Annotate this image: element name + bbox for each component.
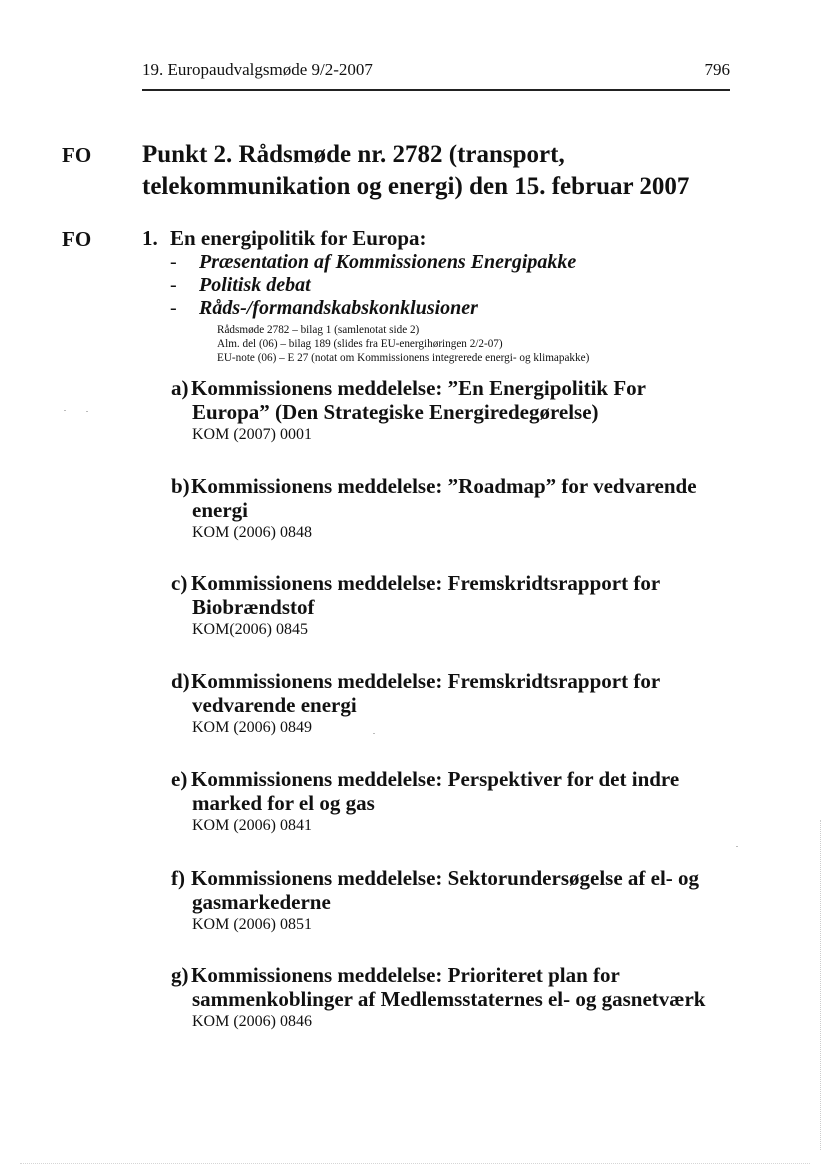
scan-speck [86,411,88,412]
subitem-reference: KOM (2006) 0849 [192,719,312,736]
subitem-reference: KOM (2006) 0846 [192,1013,312,1030]
note-line: EU-note (06) – E 27 (notat om Kommissionens integrerede energi- og klimapakke) [217,352,590,364]
scan-speck [64,410,66,411]
subitem-c [171,571,741,641]
reference-notes [217,323,589,365]
subitem-title-line-2: marked for el og gas [192,791,375,815]
bullet-dash: - [170,251,177,273]
subitem-label: e) [171,767,188,791]
bullet-dash: - [170,274,177,296]
subitem-title-line-1: Kommissionens meddelelse: Prioriteret plan for [191,963,620,987]
bullet-text: Råds-/formandskabskonklusioner [199,297,478,319]
bullet-text: Politisk debat [199,274,311,296]
subitem-label: a) [171,376,189,400]
subitem-reference: KOM (2006) 0841 [192,817,312,834]
header-rule [142,89,730,91]
subitem-title-line-2: gasmarkederne [192,890,331,914]
note-line: Rådsmøde 2782 – bilag 1 (samlenotat side 2) [217,324,420,336]
subitem-label: c) [171,571,188,595]
page-number: 796 [704,60,730,79]
subitem-title-line-1: Kommissionens meddelelse: ”Roadmap” for vedvarende [191,474,697,498]
subitem-reference: KOM(2006) 0845 [192,621,308,638]
subitem-reference: KOM (2006) 0851 [192,916,312,933]
subitem-f [171,866,741,936]
scan-speck [373,733,375,734]
subitem-title-line-2: sammenkoblinger af Medlemsstaternes el- og gasnetværk [192,987,706,1011]
scan-speck [736,846,738,847]
subitem-title-line-2: vedvarende energi [192,693,357,717]
item-number: 1. [142,226,158,250]
bullet-text: Præsentation af Kommissionens Energipakke [199,251,577,273]
subitem-label: f) [171,866,185,890]
note-line: Alm. del (06) – bilag 189 (slides fra EU-energihøringen 2/2-07) [217,338,503,350]
subitem-title-line-1: Kommissionens meddelelse: Fremskridtsrapport for [191,571,661,595]
margin-label-heading: FO [62,143,92,167]
subitem-title-line-2: Europa” (Den Strategiske Energiredegørelse) [192,400,599,424]
subitem-title-line-2: energi [192,498,248,522]
subitem-title-line-1: Kommissionens meddelelse: ”En Energipolitik For [191,376,647,400]
subitem-label: d) [171,669,190,693]
subitem-title-line-1: Kommissionens meddelelse: Perspektiver for det indre [191,767,680,791]
scan-edge-bottom [20,1162,810,1164]
scan-edge-right [819,820,821,1150]
agenda-item-1 [142,226,427,251]
section-heading [142,139,742,203]
heading-line-1: Punkt 2. Rådsmøde nr. 2782 (transport, [142,141,565,168]
subitem-g [171,963,741,1033]
subitem-b [171,474,741,544]
item-title: En energipolitik for Europa: [170,226,427,250]
bullet-dash: - [170,297,177,319]
subitem-title-line-1: Kommissionens meddelelse: Sektorundersøgelse af el- og [191,866,700,890]
subitem-reference: KOM (2006) 0848 [192,524,312,541]
subitem-e [171,767,741,837]
subitem-label: b) [171,474,190,498]
subitem-title-line-1: Kommissionens meddelelse: Fremskridtsrapport for [191,669,661,693]
heading-line-2: telekommunikation og energi) den 15. februar 2007 [142,173,690,200]
subitem-a [171,376,741,446]
subitem-title-line-2: Biobrændstof [192,595,315,619]
subitem-d [171,669,741,739]
header-title: 19. Europaudvalgsmøde 9/2-2007 [142,60,373,79]
margin-label-item: FO [62,227,92,251]
subitem-reference: KOM (2007) 0001 [192,426,312,443]
subitem-label: g) [171,963,189,987]
